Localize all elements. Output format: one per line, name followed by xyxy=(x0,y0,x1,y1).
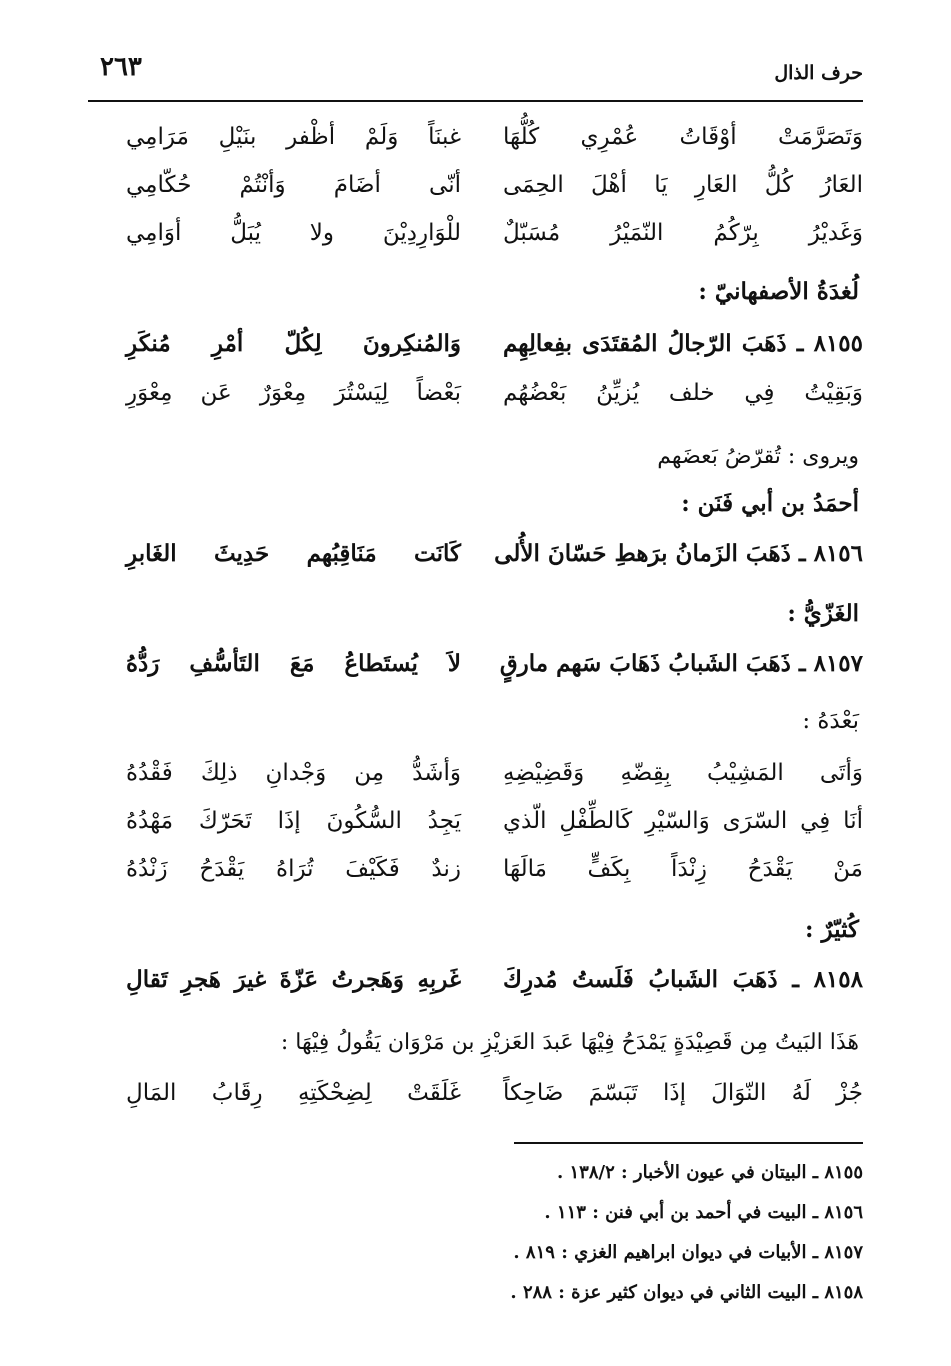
poet-heading: أحمَدُ بن أبي فَنَن : xyxy=(681,490,859,517)
verse-second-hemistich: أنّى أضَامَ وَأنْتُمْ حُكّامِي xyxy=(126,172,461,198)
verse-first-hemistich: وَأتَى المَشِيْبُ بِقِضّهِ وَقَضِيْضِهِ xyxy=(503,760,863,786)
poet-heading: لُغدَةُ الأصفهانيّ : xyxy=(698,278,859,305)
verse-first-hemistich: ٨١٥٥ ـ ذَهَبَ الرّجالُ المُقتَدَى بفِعالِهِم xyxy=(503,330,863,357)
page-number: ٢٦٣ xyxy=(100,52,142,82)
poet-heading: كُثيّرٌ : xyxy=(804,916,859,943)
verse-line xyxy=(88,856,863,896)
verse-line xyxy=(88,380,863,420)
running-header-title: حرف الذال xyxy=(774,62,863,84)
footnote: ٨١٥٦ ـ البيت في أحمد بن أبي فنن : ١١٣ . xyxy=(544,1202,863,1223)
verse-second-hemistich: غَربِهِ وَهَجرتُ عَزّةَ غيرَ هَجرِ تَقالِ xyxy=(126,966,461,993)
verse-second-hemistich: زندٌ فَكَيْفَ تُرَاهُ يَقْدَحُ زَنْدُهُ xyxy=(126,856,461,882)
verse-first-hemistich: وَبَقِيْتُ فِي خلف يُزيِّنُ بَعْضُهُم xyxy=(503,380,863,406)
poet-heading: الغَزّيُّ : xyxy=(787,600,859,627)
verse-second-hemistich: كَانَت مَنَاقِبُهم حَدِيثَ الغَابرِ xyxy=(126,540,461,567)
verse-second-hemistich: غبنَاً وَلَمْ أظْفر بنَيْلِ مَرَامِي xyxy=(126,124,461,150)
verse-second-hemistich: وَالمُنكِرونَ لِكُلّ أمْرِ مُنكَرِ xyxy=(126,330,461,357)
verse-line xyxy=(88,650,863,690)
verse-second-hemistich: بَعْضاً لِيَسْتُرَ مِعْوَرٌ عَن مِعْوَرِ xyxy=(126,380,461,406)
verse-first-hemistich: مَنْ يَقْدَحُ زِنْدَاً بِكَفٍّ مَالَهَا xyxy=(503,856,863,882)
verse-line xyxy=(88,966,863,1006)
verse-first-hemistich: وَتَصَرَّمَتْ أوْقَاتُ عُمْرِي كُلُّهَا xyxy=(503,124,863,150)
prose-note: هَذَا البَيتُ مِن قَصِيْدَةٍ يَمْدَحُ فِيْهَا عَبدَ العَزيْزِ بن مَرْوَان يَقُولُ فِيْهَا : xyxy=(280,1030,859,1055)
footnote-separator xyxy=(514,1142,863,1144)
variant-note: ويروى : تُقرّضُ بَعضَهم xyxy=(657,444,859,469)
verse-first-hemistich: وَغَديْرُ بِرّكُمُ النّمَيْرُ مُسَبّلٌ xyxy=(503,220,863,246)
verse-line xyxy=(88,172,863,212)
verse-first-hemistich: ٨١٥٨ ـ ذَهَبَ الشَبابُ فَلَستُ مُدرِكَ xyxy=(503,966,863,993)
verse-second-hemistich: غَلَقَتْ لِضِحْكَتِهِ رِقَابُ المَالِ xyxy=(126,1080,461,1106)
verse-line xyxy=(88,808,863,848)
verse-line xyxy=(88,124,863,164)
verse-line xyxy=(88,330,863,370)
footnote: ٨١٥٥ ـ البيتان في عيون الأخبار : ١٣٨/٢ . xyxy=(556,1162,863,1183)
verse-line xyxy=(88,540,863,580)
verse-line xyxy=(88,760,863,800)
verse-second-hemistich: للْوَارِدِيْنَ ولا يُبَلُّ أوَامِي xyxy=(126,220,461,246)
verse-second-hemistich: يَجِدُ السُّكُونَ إذَا تَحَرّكَ مَهْدُهُ xyxy=(126,808,461,834)
verse-first-hemistich: جُزْ لَهُ النّوَالَ إذَا تَبَسّمَ ضَاحِكاً xyxy=(503,1080,863,1106)
verse-line xyxy=(88,1080,863,1120)
section-heading: بَعْدَهُ : xyxy=(802,708,859,734)
verse-first-hemistich: ٨١٥٧ ـ ذَهَبَ الشَبابُ ذَهَابَ سَهم مارقٍ xyxy=(499,650,863,677)
header-rule xyxy=(88,100,863,102)
footnote: ٨١٥٨ ـ البيت الثاني في ديوان كثير عزة : ٢٨٨ . xyxy=(510,1282,863,1303)
footnote: ٨١٥٧ ـ الأبيات في ديوان ابراهيم الغزي : ٨١٩ . xyxy=(513,1242,863,1263)
verse-line xyxy=(88,220,863,260)
verse-second-hemistich: وَأشَدُّ مِن وَجْدانِ ذلِكَ فَقْدُهُ xyxy=(126,760,461,786)
verse-first-hemistich: العَارُ كُلُّ العَارِ يَا أهْلَ الحِمَى xyxy=(503,172,863,198)
verse-second-hemistich: لاَ يُستَطاعُ مَعَ التَأسُّفِ رَدُّهُ xyxy=(126,650,461,677)
verse-first-hemistich: أنَا فِي السّرَى وَالسّيْرِ كَالطِّفْلِ الّذي xyxy=(503,808,863,834)
verse-first-hemistich: ٨١٥٦ ـ ذَهَبَ الزَمانُ برَهطِ حَسّانَ الأُلى xyxy=(494,540,863,567)
